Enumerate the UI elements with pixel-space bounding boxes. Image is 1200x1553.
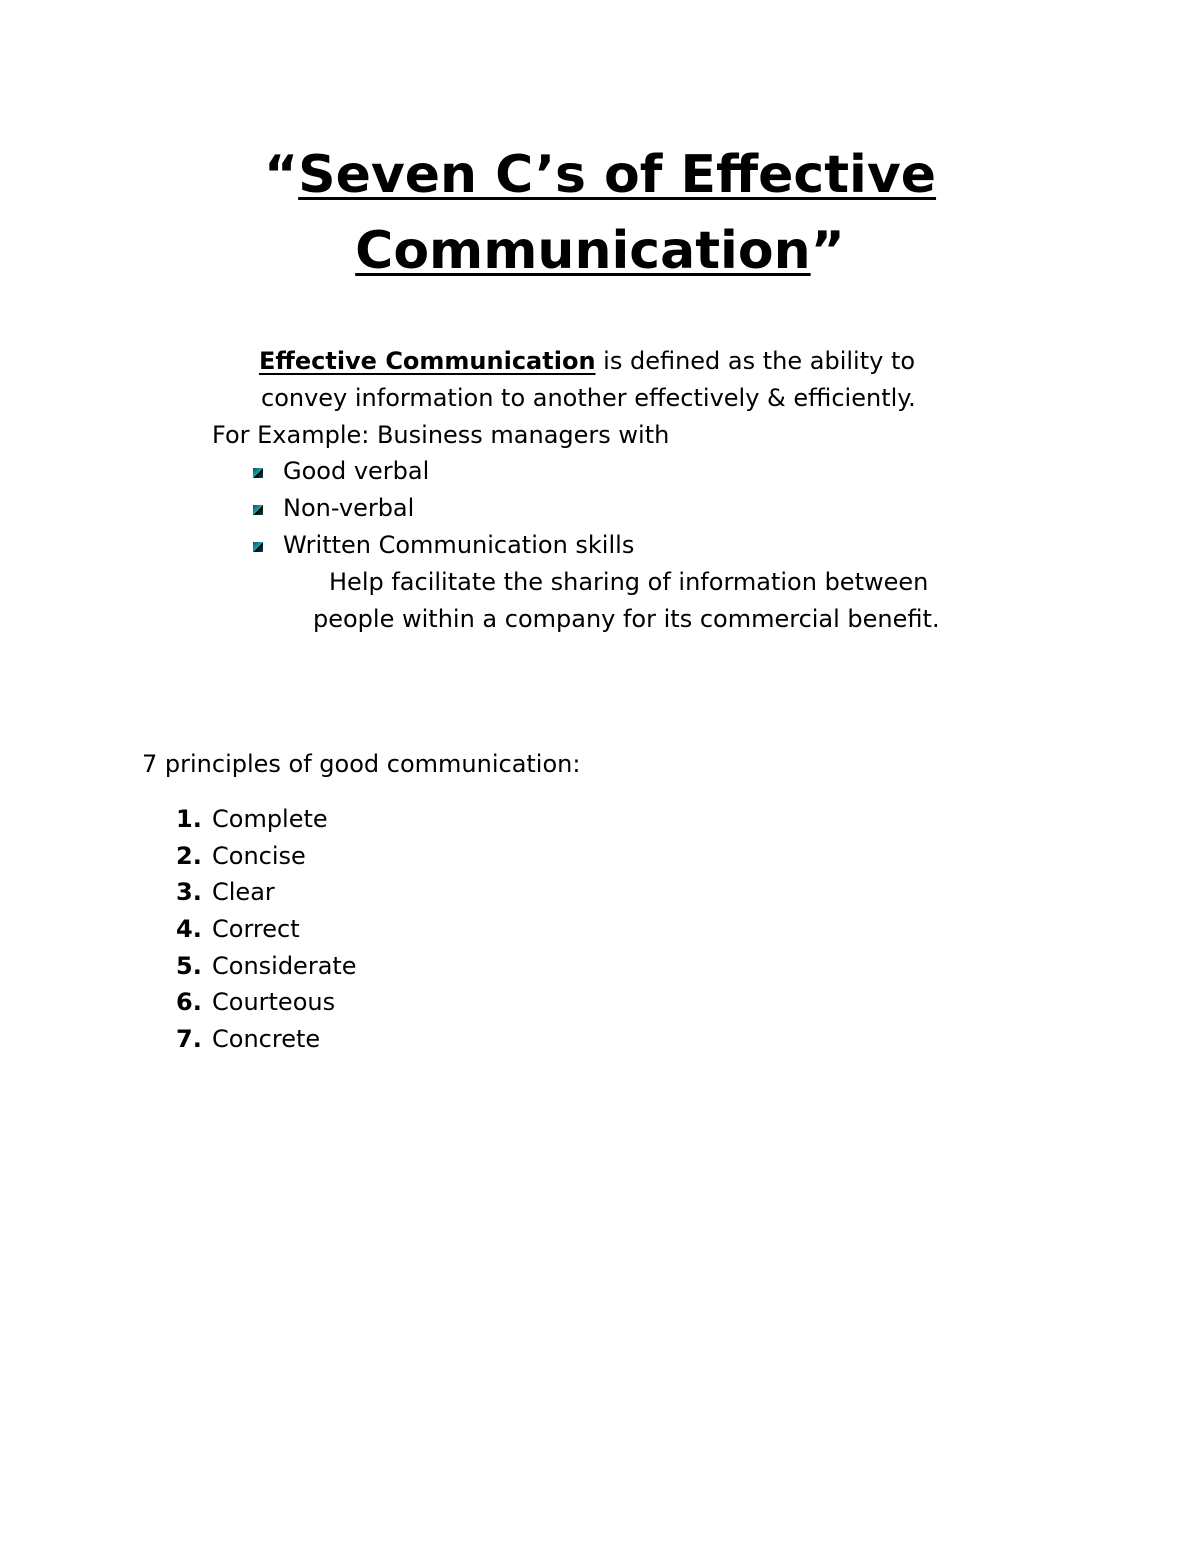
title-line-2: Communication <box>355 221 811 281</box>
definition-term: Effective Communication <box>259 347 596 375</box>
definition-line-2: convey information to another effectively & efficiently. <box>261 384 916 412</box>
square-bullet-icon <box>253 468 263 478</box>
list-item <box>176 984 335 1021</box>
list-number: 6. <box>176 988 202 1016</box>
list-item <box>176 1021 320 1058</box>
list-number: 3. <box>176 878 202 906</box>
list-label: Concise <box>212 842 306 870</box>
example-followup-line-2: people within a company for its commercial benefit. <box>313 605 940 633</box>
list-item <box>176 948 357 985</box>
list-label: Complete <box>212 805 328 833</box>
list-label: Clear <box>212 878 275 906</box>
list-label: Concrete <box>212 1025 321 1053</box>
square-bullet-icon <box>253 542 263 552</box>
definition-text-1: is defined as the ability to <box>595 347 916 375</box>
bullet-item: Good verbal <box>283 457 430 485</box>
list-item <box>176 801 328 838</box>
square-bullet-icon <box>253 505 263 515</box>
definition-line-1 <box>259 343 915 380</box>
bullet-item: Written Communication skills <box>283 531 635 559</box>
list-label: Correct <box>212 915 300 943</box>
list-item <box>176 874 275 911</box>
title-open-quote: “ <box>263 145 299 205</box>
list-number: 5. <box>176 952 202 980</box>
list-number: 2. <box>176 842 202 870</box>
list-item <box>176 911 300 948</box>
title-close-quote: ” <box>810 221 845 281</box>
list-number: 4. <box>176 915 202 943</box>
document-title <box>100 137 1100 289</box>
example-followup-line-1: Help facilitate the sharing of information between <box>329 568 929 596</box>
list-item <box>176 838 306 875</box>
list-label: Considerate <box>212 952 357 980</box>
list-label: Courteous <box>212 988 336 1016</box>
bullet-item: Non-verbal <box>283 494 415 522</box>
principles-heading: 7 principles of good communication: <box>142 750 581 778</box>
list-number: 7. <box>176 1025 202 1053</box>
list-number: 1. <box>176 805 202 833</box>
example-intro: For Example: Business managers with <box>212 421 670 449</box>
title-line-1: Seven C’s of Effective <box>298 145 937 205</box>
